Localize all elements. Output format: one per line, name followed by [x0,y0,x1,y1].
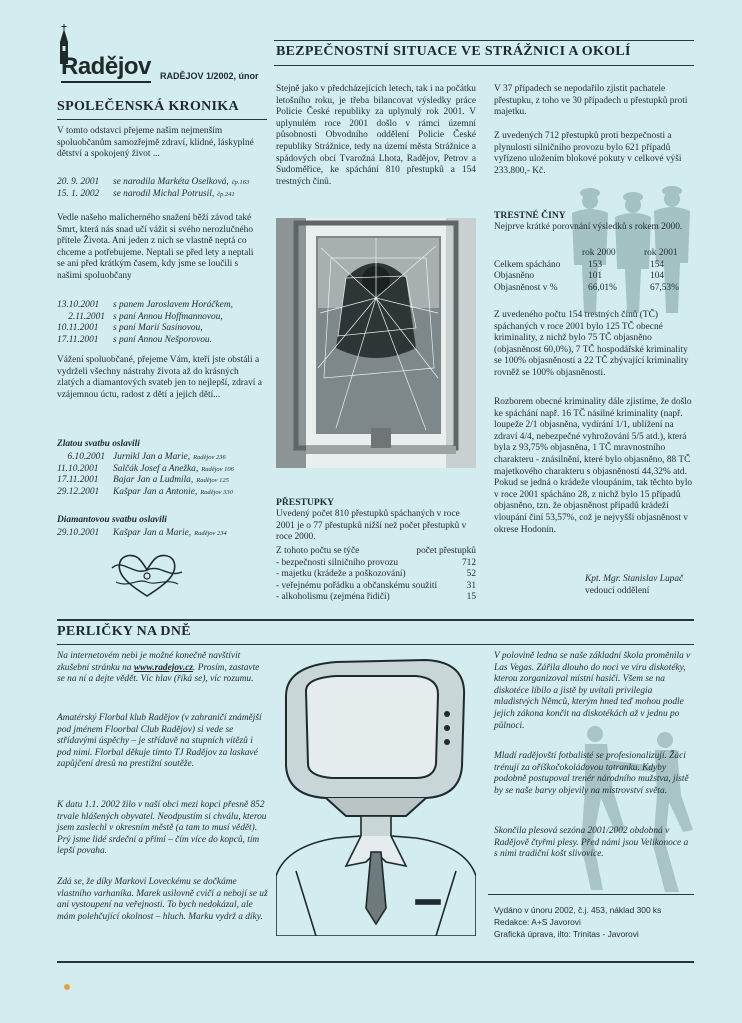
ornament-heart-icon [108,548,186,602]
birth-row: 15. 1. 2002 se narodil Michal Potrusil, čp.241 [57,188,235,199]
diamond-row: 29.10.2001 Kašpar Jan a Marie, Radějov 234 [57,528,227,538]
prestupky-intro: Uvedený počet 810 přestupků spáchaných v roce 2001 je o 77 přestupků nižší než počet přestupků v roce 2000. [276,509,467,543]
bottom-rule [57,961,694,963]
kronika-intro: V tomto odstavci přejeme našim nejmenším spoluobčanům samozřejmě zdraví, klidné, láskyplné dětství a spokojený život ... [57,126,254,160]
perlicky-top-rule [57,619,694,621]
signature-role: vedoucí oddělení [585,586,650,596]
gold-wedding-list [57,452,269,498]
gold-row: 17.11.2001 Bajar Jan a Ludmila, Radějov 125 [57,475,229,486]
masthead [57,24,272,86]
bezpecnost-top-rule [274,40,694,41]
gold-row: 11.10.2001 Salčák Josef a Anežka, Radějov 106 [57,463,234,474]
birth-row: 20. 9. 2001 se narodila Markéta Oselková, čp.163 [57,177,250,187]
bezpecnost-col2a: V 37 případech se nepodařilo zjistit pachatele přestupku, z toho ve 30 případech u přestupků proti majetku. [494,84,688,118]
bezpecnost-col1: Stejně jako v předcházejících letech, tak i na počátku letošního roku, je třeba bilancovat výsledky práce Policie České republiky za uplynulý rok 2001. V uplynulém roce 2001 došlo v rámci územní působnosti Obvodního oddělení Policie České republiky Strážnice, tedy na území města Strážnice a spádových obcí Tvarožná Lhota, Radějov, Petrov a Sudoměřice, ke spáchání 810 přestupků a 154 trestných činů. [276,84,476,187]
death-row: 13.10.2001 s panem Jaroslavem Horáčkem, [57,300,233,310]
issue-label: RADĚJOV 1/2002, únor [160,71,259,81]
perlicky-r1: V polovině ledna se naše základní škola proměnila v Las Vegas. Zářila dlouho do noci ve víru diskotéky, kterou zorganizoval místní hasiči. Všem se na diskotéce líbilo a jistě by uvítali privilegia mladistvých Němců, kterým hned teď mohou podle jejich zákona končit na diskotékách až v jednu po půlnoci. [494,651,691,731]
bezpecnost-col2b: Z uvedených 712 přestupků proti bezpečnosti a plynulosti silničního provozu bylo 621 případů vyřízeno uložením blokové pokuty v celkové výši 233.800,- Kč. [494,131,682,176]
prestupky-head: Z tohoto počtu se týče počet přestupků [276,546,476,556]
kronika-rule [57,119,267,120]
tc-row: Objasněnost v % 66,01% 67,53% [494,282,679,293]
kronika-paragraph-2: Vedle našeho malicherného snažení běží závod také Smrt, která nás snad učí vážit si svého nerozlučného přítele Života. Ani jeden z nich se vlastně neptá co chceme a potřebujeme. Neptali se před lety a neptali se ani před krátkým časem, kdy jsme se loučili s našimi spoluobčany [57,213,254,281]
signature-name: Kpt. Mgr. Stanislav Lupač [585,574,684,584]
logo-text: Radějov [61,53,151,83]
kronika-title: SPOLEČENSKÁ KRONIKA [57,99,239,114]
page-mark-dot [64,984,70,990]
prestupky-row: - bezpečnosti silničního provozu 712 [276,557,476,568]
website-link[interactable]: www.radejov.cz [133,662,194,673]
bezpecnost-rule [274,65,694,66]
kronika-paragraph-3: Vážení spoluobčané, přejeme Vám, kteří jste obstáli a vydrželi všechny nástrahy života až do krásných zlatých a diamantových svateb jen to nejlepší, zdraví a vzájemnou úctu, radost z dětí a jejich dětí... [57,355,262,400]
perlicky-p2: Amatérský Florbal klub Radějov (v zahraničí známější pod jménem Floorbal Club Radějov) si vede se střídavými úspěchy – je střídavě na stupních vítězů i pod nimi. Florbal děkuje tímto TJ Radějov za laskavé zapůjčení dresů na prestižní soutěže. [57,713,262,770]
diamond-wedding-title: Diamantovou svatbu oslavili [57,515,167,525]
prestupky-row: - veřejnému pořádku a občanskému soužití 31 [276,580,476,591]
tc-row: Celkem spácháno 153 154 [494,259,665,270]
trestne-ciny-intro: Nejprve krátké porovnání výsledků s rokem 2000. [494,222,683,232]
trestne-ciny-table [494,248,694,294]
diamond-wedding-list [57,528,269,540]
death-row: 10.11.2001 s paní Marií Sasínovou, [57,323,203,334]
prestupky-row: - alkoholismu (zejména řidiči) 15 [276,592,476,603]
prestupky-row: - majetku (krádeže a poškozování) 52 [276,569,476,580]
death-row: 2.11.2001 s paní Annou Hoffmannovou, [68,311,223,322]
trestne-ciny-p2: Z uvedeného počtu 154 trestných činů (TČ) spáchaných v roce 2001 bylo 125 TČ obecné kriminality, z nichž bylo 75 TČ objasněno (objasněnost 60,0%), 7 TČ hospodářské kriminality se 100% objasněností a 22 TČ zbývající kriminality rovněž se 100% objasněností. [494,310,689,378]
dancers-silhouette-watermark [555,720,705,895]
gold-row: 6.10.2001 Jurnikl Jan a Marie, Radějov 236 [67,452,226,462]
death-row: 17.11.2001 s paní Annou Nešporovou. [57,334,212,345]
trestne-ciny-title: TRESTNÉ ČINY [494,210,566,221]
perlicky-r2: Mladí radějovští fotbalisté se profesionalizují. Žáci trénují za oříškočokoládovou tatranku. Kdyby podobně postupoval trenér národního mužstva, jistě by se naše barvy objevily na mistrovství světa. [494,751,689,796]
broken-window-photo [276,218,476,468]
bezpecnost-title: BEZPEČNOSTNÍ SITUACE VE STRÁŽNICI A OKOLÍ [276,44,631,59]
gold-wedding-title: Zlatou svatbu oslavili [57,439,140,449]
perlicky-r3: Skončila plesová sezóna 2001/2002 obdobná v Radějově čtyřmi plesy. Před námi jsou Velikonoce a s nimi tradiční košt slivovice. [494,826,689,860]
perlicky-p3: K datu 1.1. 2002 žilo v naší obci mezi kopci přesně 852 trvale hlášených obyvatel. Neodpustím si chválu, kterou jsem zaslechl v okresním městě (a tam to musí vědět). Prý jsme lidé srdeční a přímí – čím více do kopců, tím lepší povaha. [57,800,267,857]
perlicky-title: PERLIČKY NA DNĚ [57,624,191,639]
tv-head-illustration [276,656,476,936]
perlicky-p4: Zdá se, že díky Markovi Loveckému se dočkáme vlastního varhaníka. Marek usilovně cvičí a nebojí se už ani vystoupení na veřejnosti. To bych nedokázal, ale mám polehčující okolnost – hluch. Marku vydrž a díky. [57,877,268,922]
imprint-line-1: Vydáno v únoru 2002, č.j. 453, náklad 300 ks [494,905,662,915]
tc-row: Objasněno 101 104 [494,271,665,282]
prestupky-title: PŘESTUPKY [276,497,335,508]
prestupky-table [276,546,476,604]
imprint-line-3: Grafická úprava, ilto: Trinitas - Javorovi [494,929,639,939]
trestne-ciny-p3: Rozborem obecné kriminality dále zjistíme, že došlo ke spáchání např. 16 TČ násilné kriminality (např. loupeže 2/1 objasněna, vydírání 1/1, ublížení na zdraví 4/4, nebezpečné vyhrožování 5/5 atd.), která byla z 93,75% objasněna, 1 TČ mravnostního charakteru - znásilnění, které bylo objasněno, 88 TČ majetkového charakteru s objasněností 44,32% atd. Pokud se jedná o krádeže vloupáním, tak těchto bylo v roce 2001 spácháno 28, z nichž bylo 15 případů objasněno, tzn. že objasněnost případů krádeží vloupání činí 53,57%, což je nejvyšší objasněnost v okrese Hodonín. [494,397,693,535]
perlicky-p1: Na internetovém nebi je možné konečně navštívit zkušební stránku na www.radejov.cz. Prosím, zastavte se na ní a dejte vědět. Víc hlav (říká se), víc rozumu. [57,651,260,685]
births-list [57,177,267,200]
tc-head: rok 2000 rok 2001 [582,248,678,258]
gold-row: 29.12.2001 Kašpar Jan a Antonie, Radějov 330 [57,486,233,497]
perlicky-rule [57,644,694,645]
deaths-list [57,300,267,346]
imprint-rule [488,894,694,895]
imprint-line-2: Redakce: A+S Javorovi [494,917,581,927]
